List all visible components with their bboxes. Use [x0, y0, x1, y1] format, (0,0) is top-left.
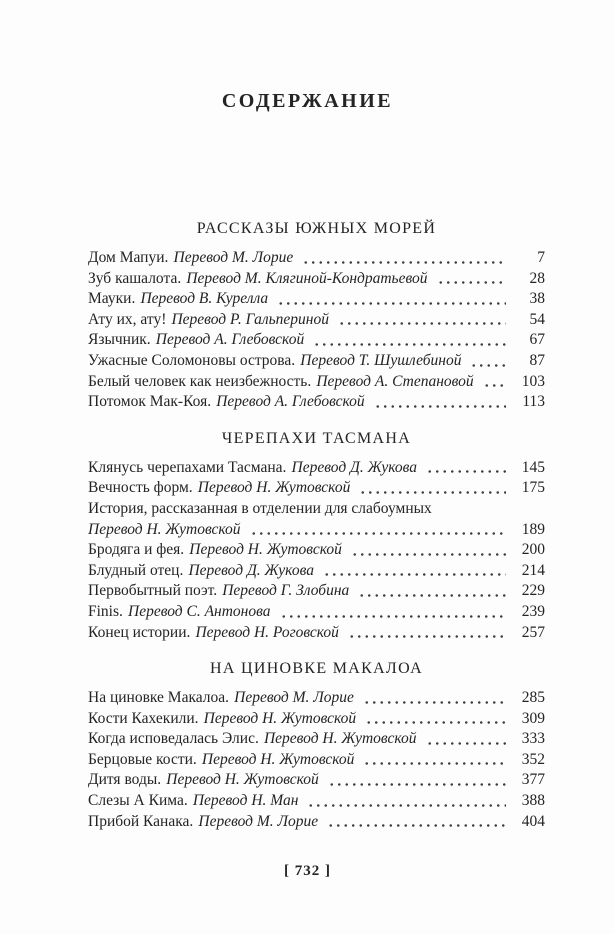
toc-entry [88, 248, 545, 269]
entry-translator: Перевод А. Глебовской [216, 393, 365, 411]
toc-entry [88, 540, 545, 561]
entry-title: Конец истории. [88, 623, 191, 641]
entry-translator: Перевод А. Глебовской [155, 331, 305, 349]
toc-entry [88, 812, 545, 833]
toc-section [88, 218, 545, 413]
entry-page-number: 377 [521, 771, 545, 789]
dot-leader [325, 823, 506, 828]
toc-entry [88, 310, 545, 331]
toc-entry [88, 520, 545, 541]
entry-page-number: 7 [537, 249, 545, 266]
entry-translator: Перевод Р. Гальпериной [171, 310, 329, 328]
toc-entry [88, 392, 545, 413]
entry-page-number: 285 [521, 689, 545, 707]
page-title: СОДЕРЖАНИЕ [221, 90, 394, 112]
toc-section-heading: ЧЕРЕПАХИ ТАСМАНА [221, 429, 412, 447]
dot-leader [311, 342, 506, 347]
entry-translator: Перевод Н. Жутовской [166, 771, 319, 789]
entry-title: Слезы А Кима. [88, 792, 188, 810]
toc-section-heading: РАССКАЗЫ ЮЖНЫХ МОРЕЙ [196, 220, 437, 237]
entry-translator: Перевод Т. Шушлебиной [300, 351, 462, 369]
entry-translator: Перевод Д. Жукова [188, 561, 314, 579]
dot-leader [326, 782, 506, 787]
toc-entry [88, 688, 545, 709]
entry-translator: Перевод С. Антонова [128, 602, 271, 620]
entry-translator: Перевод М. Лорие [234, 689, 354, 707]
entry-title: Клянусь черепахами Тасмана. [88, 458, 287, 476]
entry-title: Мауки. [88, 290, 136, 308]
entry-page-number: 189 [521, 520, 545, 538]
entry-page-number: 200 [521, 541, 545, 559]
entry-title: Потомок Мак-Коя. [88, 393, 212, 411]
entry-title: Дитя воды. [88, 771, 162, 789]
dot-leader [361, 700, 506, 705]
entry-page-number: 145 [521, 458, 545, 476]
entry-title: Вечность форм. [88, 479, 193, 497]
entry-translator: Перевод Н. Жутовской [203, 709, 357, 727]
toc-entry [88, 269, 545, 290]
dot-leader [275, 301, 506, 306]
entry-page-number: 28 [529, 269, 545, 287]
entry-title: Первобытный поэт. [88, 582, 218, 600]
toc-entry [88, 372, 545, 393]
toc-entry [88, 770, 545, 791]
entry-page-number: 404 [521, 812, 545, 830]
entry-title: Блудный отец. [88, 561, 184, 579]
toc-entry [88, 602, 545, 623]
entry-translator: Перевод Н. Ман [192, 792, 299, 810]
entry-title: Ату их, ату! [88, 310, 167, 328]
entry-title: Прибой Канака. [88, 812, 194, 830]
toc-entry [88, 478, 545, 499]
entry-title: Кости Кахекили. [88, 709, 199, 727]
entry-translator: Перевод А. Степановой [316, 372, 474, 390]
entry-page-number: 333 [521, 730, 545, 748]
page-number-footer: [ 732 ] [284, 863, 331, 879]
toc-entry [88, 709, 545, 730]
toc-entry [88, 351, 545, 372]
dot-leader [305, 803, 506, 808]
dot-leader [248, 531, 506, 536]
dot-leader [300, 260, 506, 265]
toc-entry-title-line [88, 499, 545, 520]
toc [0, 218, 615, 832]
entry-page-number: 352 [521, 750, 545, 768]
dot-leader [481, 383, 506, 388]
dot-leader [356, 593, 506, 598]
entry-translator: Перевод Д. Жукова [291, 458, 418, 476]
dot-leader [346, 634, 506, 639]
entry-page-number: 87 [529, 351, 545, 369]
entry-translator: Перевод М. Клягиной-Кондратьевой [186, 269, 428, 287]
entry-page-number: 113 [522, 393, 545, 411]
dot-leader [424, 741, 507, 746]
entry-translator: Перевод В. Курелла [140, 290, 269, 308]
entry-page-number: 38 [529, 290, 545, 308]
entry-title: История, рассказанная в отделении для слабоумных [88, 499, 432, 517]
dot-leader [357, 490, 506, 495]
entry-title: Язычник. [88, 331, 151, 349]
toc-entry [88, 750, 545, 771]
dot-leader [361, 761, 506, 766]
entry-title: На циновке Макалоа. [88, 689, 230, 707]
toc-section [88, 428, 545, 643]
toc-entry [88, 623, 545, 644]
dot-leader [468, 363, 506, 368]
dot-leader [424, 469, 506, 474]
entry-title: Белый человек как неизбежность. [88, 372, 312, 390]
dot-leader [321, 572, 506, 577]
entry-translator: Перевод Н. Роговской [195, 623, 339, 641]
entry-translator: Перевод М. Лорие [173, 249, 294, 266]
toc-entry [88, 729, 545, 750]
entry-title: Finis. [88, 602, 123, 620]
entry-title: Бродяга и фея. [88, 541, 185, 559]
toc-entry [88, 330, 545, 351]
dot-leader [336, 321, 506, 326]
entry-translator: Перевод Н. Жутовской [201, 750, 355, 768]
dot-leader [349, 552, 506, 557]
entry-page-number: 239 [521, 602, 545, 620]
dot-leader [435, 280, 506, 285]
toc-section [88, 658, 545, 832]
entry-title: Зуб кашалота. [88, 269, 182, 287]
toc-entry [88, 289, 545, 310]
entry-page-number: 388 [521, 792, 545, 810]
entry-translator: Перевод Н. Жутовской [263, 730, 417, 748]
entry-translator: Перевод М. Лорие [198, 812, 319, 830]
entry-translator: Перевод Н. Жутовской [189, 541, 342, 559]
dot-leader [372, 404, 506, 409]
toc-entry [88, 581, 545, 602]
entry-page-number: 214 [521, 561, 545, 579]
entry-page-number: 257 [521, 623, 545, 641]
entry-page-number: 67 [529, 331, 545, 349]
entry-page-number: 229 [521, 582, 545, 600]
toc-entry [88, 791, 545, 812]
entry-translator: Перевод Г. Злобина [222, 582, 350, 600]
entry-title: Берцовые кости. [88, 750, 197, 768]
entry-translator: Перевод Н. Жутовской [197, 479, 351, 497]
dot-leader [278, 614, 507, 619]
entry-translator: Перевод Н. Жутовской [88, 520, 241, 538]
toc-section-heading: НА ЦИНОВКЕ МАКАЛОА [209, 660, 424, 678]
toc-entry [88, 458, 545, 479]
dot-leader [363, 720, 506, 725]
entry-page-number: 175 [521, 479, 545, 497]
entry-title: Дом Мапуи. [88, 249, 169, 266]
toc-entry [88, 561, 545, 582]
entry-title: Ужасные Соломоновы острова. [88, 351, 296, 369]
entry-title: Когда исповедалась Элис. [88, 730, 259, 748]
entry-page-number: 54 [529, 310, 545, 328]
entry-page-number: 103 [521, 372, 545, 390]
entry-page-number: 309 [521, 709, 545, 727]
